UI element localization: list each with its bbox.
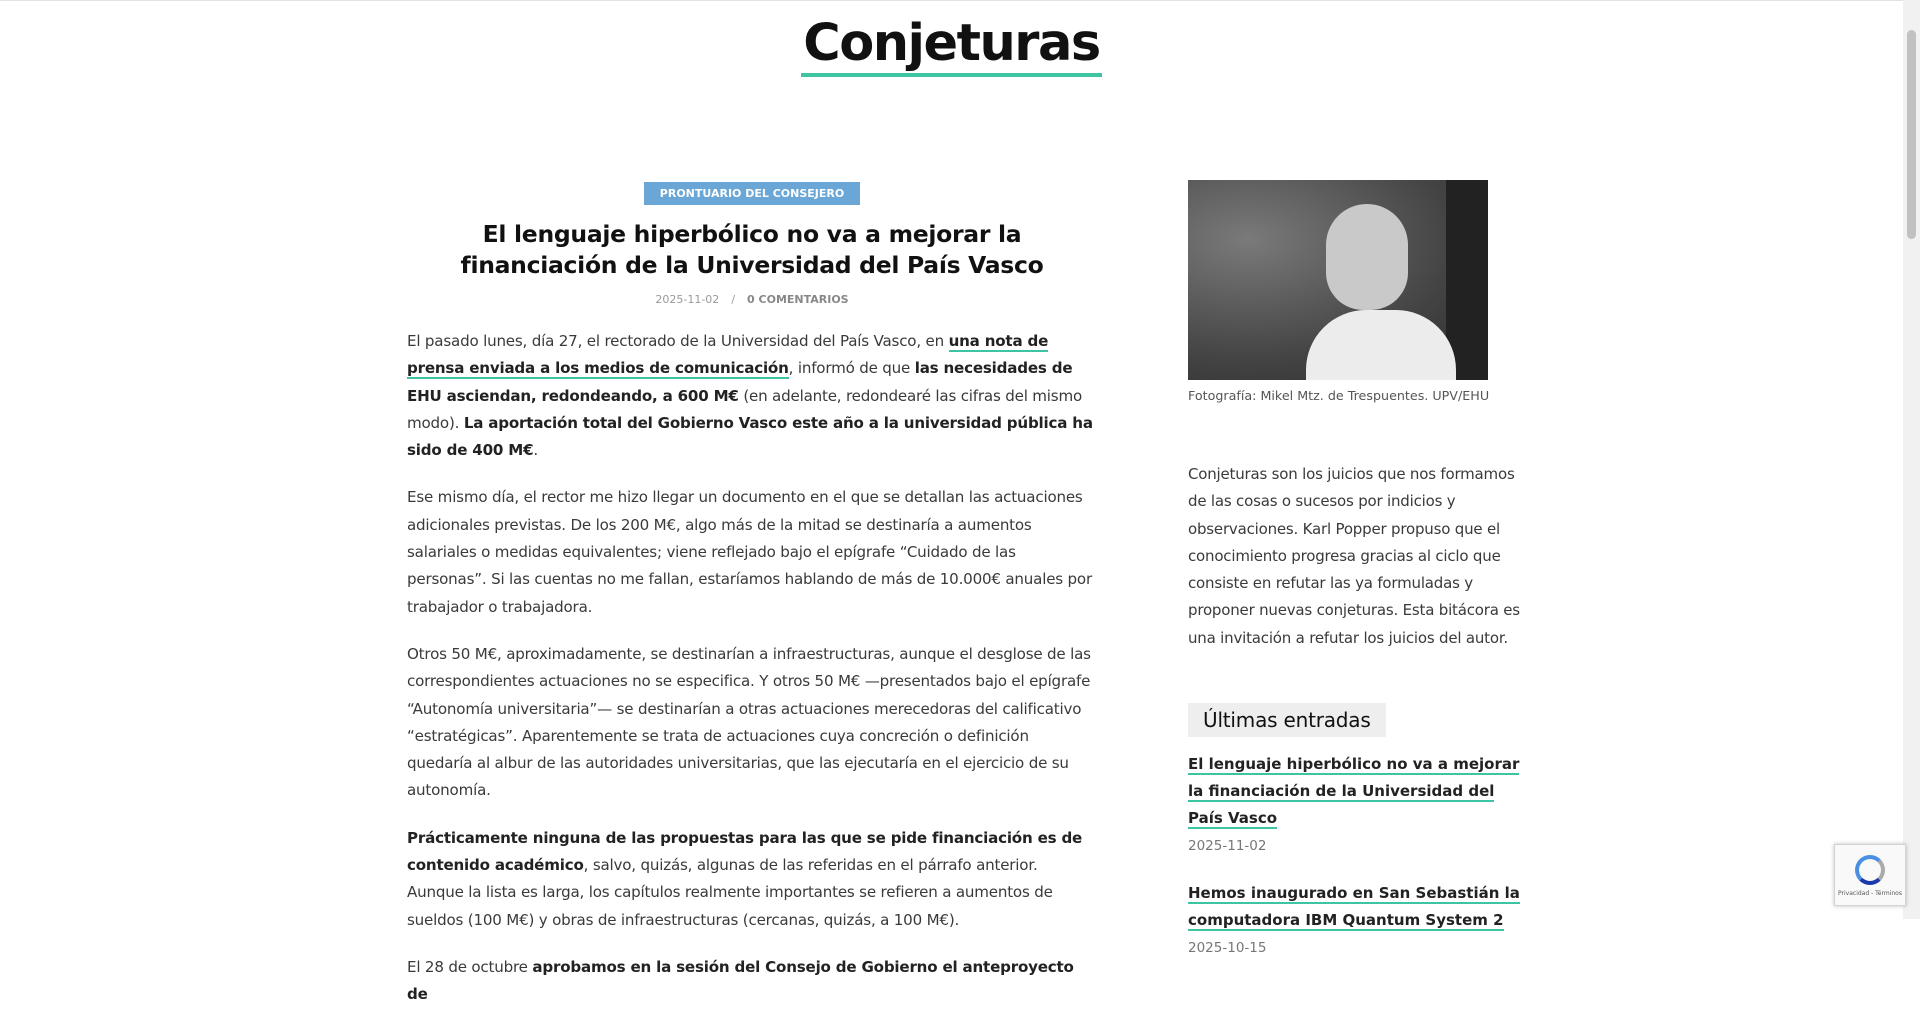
sidebar xyxy=(1188,180,1533,982)
post-date: 2025-11-02 xyxy=(655,293,720,306)
photo-caption: Fotografía: Mikel Mtz. de Trespuentes. UPV/EHU xyxy=(1188,388,1490,403)
press-release-link[interactable]: una nota de prensa enviada a los medios de comunicación xyxy=(407,332,1049,378)
p4-bold: Prácticamente ninguna de las propuestas para las que se pide financiación es de contenido académico xyxy=(407,828,1083,875)
meta-separator: / xyxy=(731,293,736,306)
paragraph-3: Otros 50 M€, aproximadamente, se destinarían a infraestructuras, aunque el desglose de las correspondientes actuaciones no se especifica. Y otros 50 M€ —presentados bajo el epígrafe “Autonomía universitaria”— se destinarían a otras actuaciones merecedoras del calificativo “estratégicas”. Aparentemente se trata de actuaciones cuya concreción o definición quedaría al albur de las autoridades universitarias, que las ejecutaría en el ejercicio de su autonomía. xyxy=(407,644,1091,800)
recent-post-item xyxy=(1188,880,1533,962)
recent-post-date: 2025-11-02 xyxy=(1188,838,1267,855)
p1-text-b: , informó de que xyxy=(788,359,915,378)
scrollbar-thumb[interactable] xyxy=(1907,30,1916,239)
recent-post-link[interactable]: Hemos inaugurado en San Sebastián la computadora IBM Quantum System 2 xyxy=(1188,884,1520,930)
p1-text-a: El pasado lunes, día 27, el rectorado de la Universidad del País Vasco, en xyxy=(407,332,949,350)
top-border xyxy=(0,0,1920,1)
post-meta xyxy=(407,293,1097,306)
p1-bold-1: las necesidades de EHU asciendan, redondeando, a 600 M€ xyxy=(407,359,1073,405)
p4-text: , salvo, quizás, algunas de las referidas en el párrafo anterior. Aunque la lista es larga, los capítulos realmente importantes se refieren a aumentos de sueldos (100 M€) y obras de infraestructuras (cercanas, quizás, a 100 M€). xyxy=(407,856,1053,929)
paragraph-4 xyxy=(407,825,1097,934)
recaptcha-badge[interactable] xyxy=(1834,844,1906,906)
p5-bold: aprobamos en la sesión del Consejo de Gobierno el anteproyecto de xyxy=(407,957,1074,1004)
paragraph-1 xyxy=(407,328,1097,464)
paragraph-5 xyxy=(407,954,1097,1009)
photo-head xyxy=(1326,204,1408,310)
article xyxy=(407,182,1097,1029)
recent-post-date: 2025-10-15 xyxy=(1188,940,1267,957)
site-title: Conjeturas xyxy=(801,15,1101,77)
recent-post-item xyxy=(1188,751,1533,860)
category-badge[interactable]: PRONTUARIO DEL CONSEJERO xyxy=(644,182,860,205)
recaptcha-icon xyxy=(1855,855,1885,885)
p1-bold-2: La aportación total del Gobierno Vasco este año a la universidad pública ha sido de 400 M€ xyxy=(407,413,1093,460)
paragraph-2: Ese mismo día, el rector me hizo llegar un documento en el que se detallan las actuaciones adicionales previstas. De los 200 M€, algo más de la mitad se destinaría a aumentos salariales o medidas equivalentes; viene reflejado bajo el epígrafe “Cuidado de las personas”. Si las cuentas no me fallan, estaríamos hablando de más de 10.000€ anuales por trabajador o trabajadora. xyxy=(407,488,1092,616)
p1-text-c: (en adelante, redondearé las cifras del mismo modo). xyxy=(407,386,1082,432)
recent-posts-list xyxy=(1188,751,1533,962)
post-title: El lenguaje hiperbólico no va a mejorar la financiación de la Universidad del País Vasco xyxy=(460,220,1044,279)
site-title-link[interactable] xyxy=(0,14,1903,77)
about-text: Conjeturas son los juicios que nos formamos de las cosas o sucesos por indicios y observaciones. Karl Popper propuso que el conocimiento progresa gracias al ciclo que consiste en refutar las ya formuladas y proponer nuevas conjeturas. Esta bitácora es una invitación a refutar los juicios del autor. xyxy=(1188,465,1520,647)
author-photo xyxy=(1188,180,1488,380)
recent-post-link[interactable]: El lenguaje hiperbólico no va a mejorar la financiación de la Universidad del País Vasco xyxy=(1188,755,1520,828)
recent-posts-title: Últimas entradas xyxy=(1188,703,1386,737)
recaptcha-terms[interactable]: Privacidad - Términos xyxy=(1838,890,1902,897)
p5-text: El 28 de octubre xyxy=(407,957,533,976)
comments-link[interactable]: 0 COMENTARIOS xyxy=(747,293,849,306)
post-body xyxy=(407,328,1097,1009)
p1-text-d: . xyxy=(533,441,538,460)
